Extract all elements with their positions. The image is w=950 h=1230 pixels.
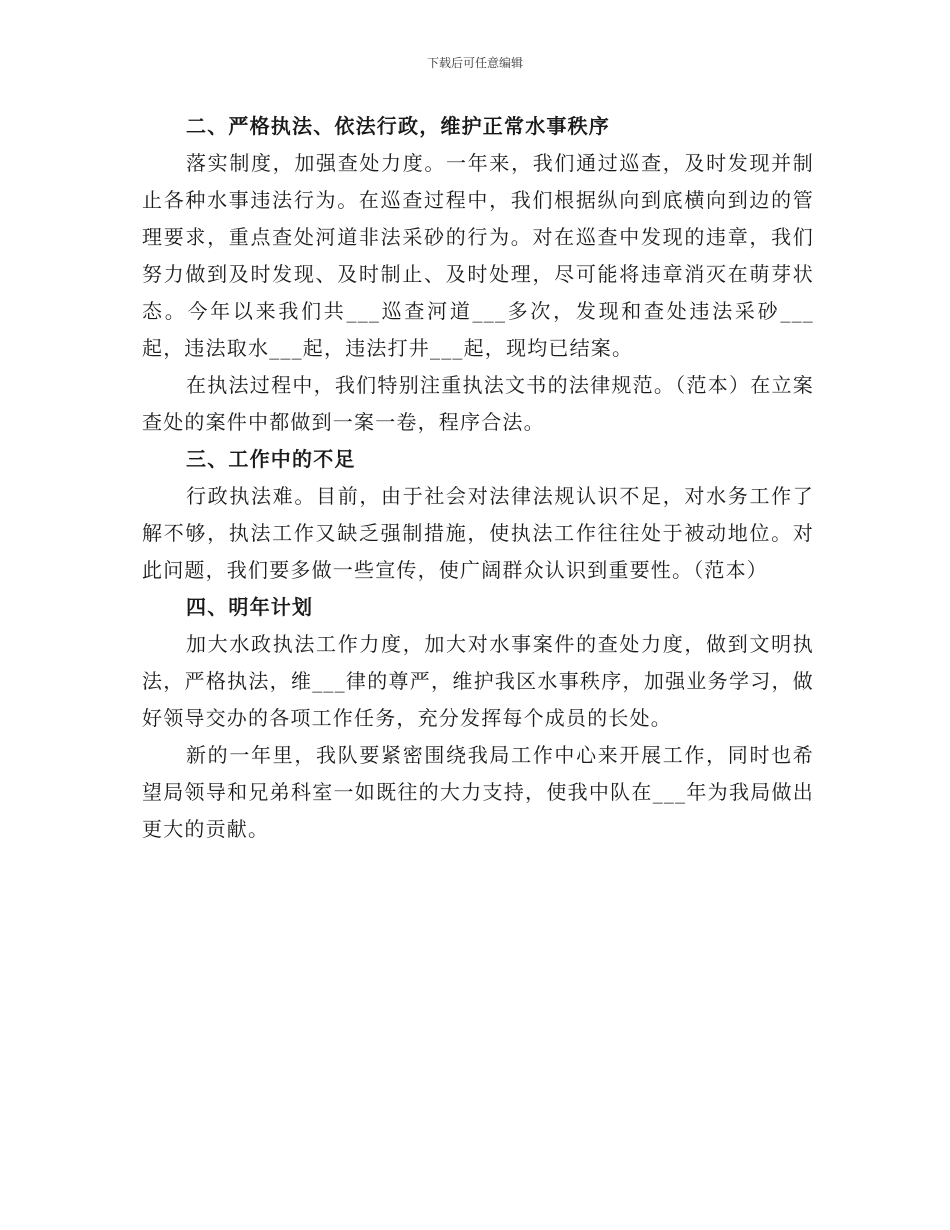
section-heading-shortcomings: 三、工作中的不足: [186, 447, 356, 471]
paragraph: 落实制度，加强查处力度。一年来，我们通过巡查，及时发现并制止各种水事违法行为。在巡查过程中，我们根据纵向到底横向到边的管理要求，重点查处河道非法采砂的行为。对在巡查中发现的违章，我们努力做到及时发现、及时制止、及时处理，尽可能将违章消灭在萌芽状态。今年以来我们共___巡查河道___多次，发现和查处违法采砂___起，违法取水___起，违法打井___起，现均已结案。: [142, 151, 814, 360]
section-heading-next-year-plan: 四、明年计划: [186, 595, 314, 619]
section-heading-enforcement: 二、严格执法、依法行政，维护正常水事秩序: [186, 114, 610, 138]
paragraph: 在执法过程中，我们特别注重执法文书的法律规范。（范本）在立案查处的案件中都做到一案一卷，程序合法。: [142, 373, 814, 434]
paragraph: 加大水政执法工作力度，加大对水事案件的查处力度，做到文明执法，严格执法，维___律的尊严，维护我区水事秩序，加强业务学习，做好领导交办的各项工作任务，充分发挥每个成员的长处。: [142, 632, 814, 730]
document-body: [142, 108, 814, 848]
header-note: 下载后可任意编辑: [426, 56, 523, 70]
paragraph: 行政执法难。目前，由于社会对法律法规认识不足，对水务工作了解不够，执法工作又缺乏强制措施，使执法工作往往处于被动地位。对此问题，我们要多做一些宣传，使广阔群众认识到重要性。（范本）: [142, 484, 814, 582]
paragraph: 新的一年里，我队要紧密围绕我局工作中心来开展工作，同时也希望局领导和兄弟科室一如既往的大力支持，使我中队在___年为我局做出更大的贡献。: [142, 743, 814, 841]
